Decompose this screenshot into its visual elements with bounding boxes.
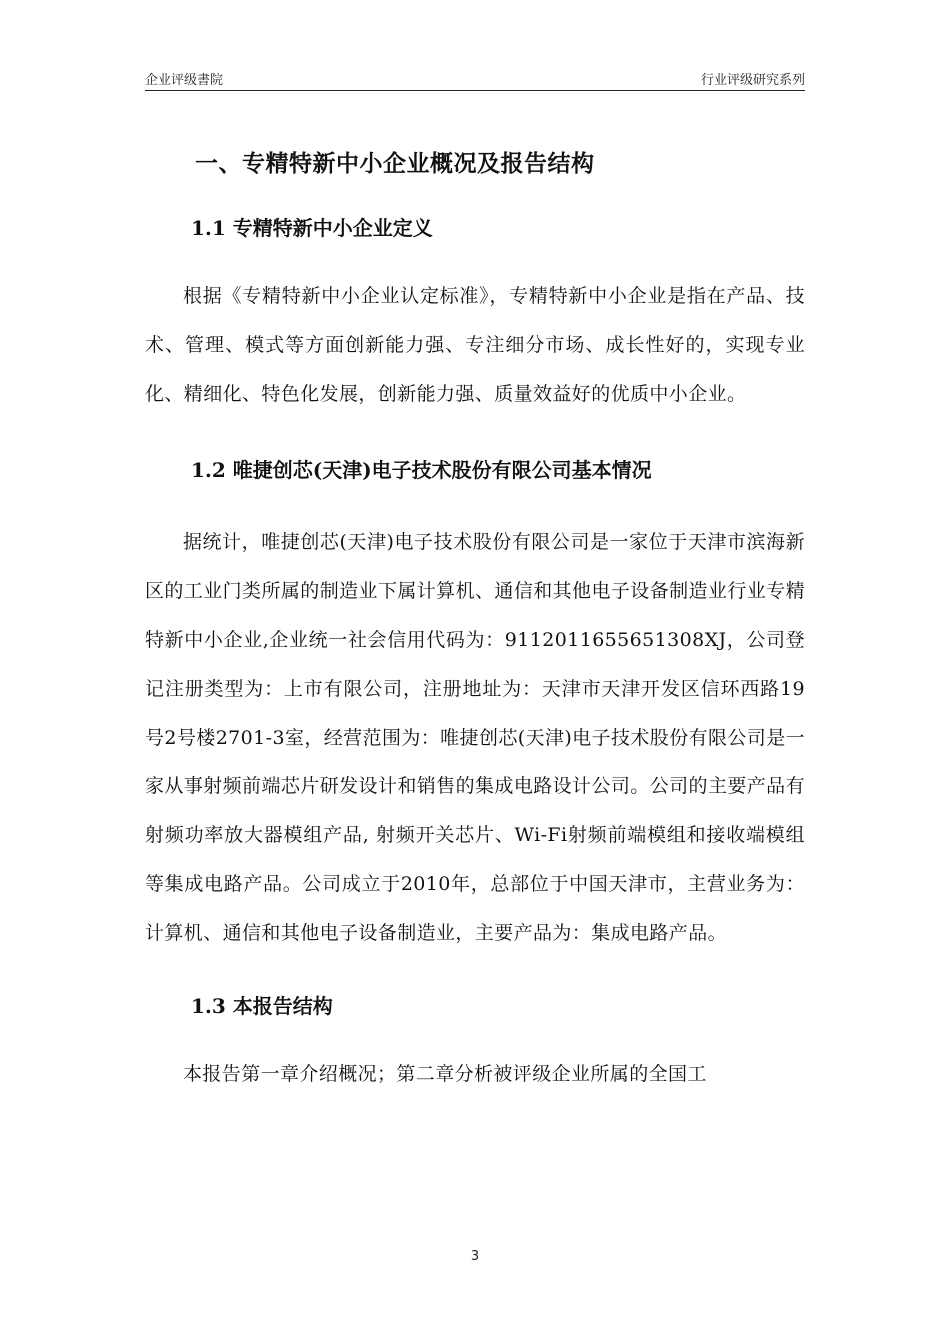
page-header [145, 66, 805, 91]
subsection-title-1-2: 1.2 唯捷创芯(天津)电子技术股份有限公司基本情况 [191, 458, 652, 483]
subsection-title-1-1: 1.1 专精特新中小企业定义 [191, 216, 433, 240]
page-number: 3 [470, 1249, 480, 1264]
paragraph-company-info: 据统计，唯捷创芯(天津)电子技术股份有限公司是一家位于天津市滨海新区的工业门类所属的制造业下属计算机、通信和其他电子设备制造业行业专精特新中小企业,企业统一社会信用代码为：9112011655651308XJ，公司登记注册类型为：上市有限公司，注册地址为：天津市天津开发区信环西路19号2号楼2701-3室，经营范围为：唯捷创芯(天津)电子技术股份有限公司是一家从事射频前端芯片研发设计和销售的集成电路设计公司。公司的主要产品有射频功率放大器模组产品, 射频开关芯片、Wi-Fi射频前端模组和接收端模组等集成电路产品。公司成立于2010年，总部位于中国天津市，主营业务为：计算机、通信和其他电子设备制造业，主要产品为：集成电路产品。 [145, 531, 805, 944]
paragraph-report-structure: 本报告第一章介绍概况；第二章分析被评级企业所属的全国工 [183, 1062, 707, 1085]
paragraph-definition: 根据《专精特新中小企业认定标准》，专精特新中小企业是指在产品、技术、管理、模式等方面创新能力强、专注细分市场、成长性好的，实现专业化、精细化、特色化发展，创新能力强、质量效益好的优质中小企业。 [145, 285, 805, 405]
header-left-title: 企业评级書院 [145, 73, 224, 88]
subsection-title-1-3: 1.3 本报告结构 [191, 993, 333, 1018]
document-body [145, 140, 805, 1098]
header-right-title: 行业评级研究系列 [700, 73, 805, 88]
section-title: 一、专精特新中小企业概况及报告结构 [195, 151, 595, 177]
